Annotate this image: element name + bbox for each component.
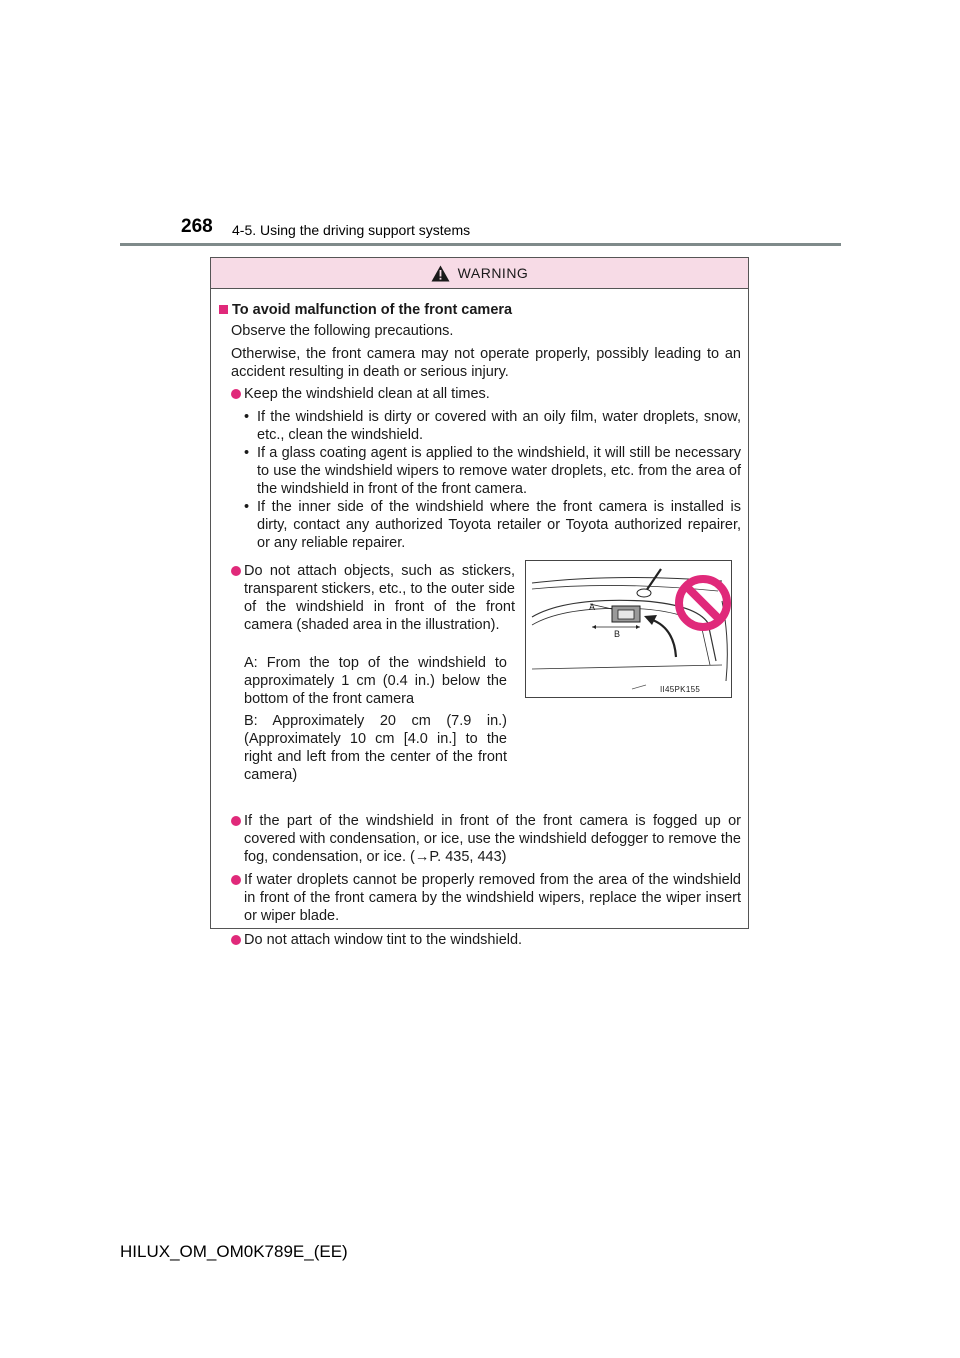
warning-heading: To avoid malfunction of the front camera xyxy=(232,302,513,318)
sub-dirty-windshield: If the windshield is dirty or covered with an oily film, water droplets, snow, etc., clean the windshield. xyxy=(257,409,741,443)
illustration-label-a: A xyxy=(589,602,596,612)
page-number: 268 xyxy=(181,216,213,237)
warning-header xyxy=(211,258,748,289)
square-bullet-icon xyxy=(219,305,228,314)
bullet-dot-icon xyxy=(231,875,241,885)
warning-triangle-icon xyxy=(431,265,450,282)
sub-bullet-marker: • xyxy=(244,499,250,515)
illustration-label-b: B xyxy=(614,629,621,639)
front-camera-illustration xyxy=(525,560,732,698)
intro-text: Observe the following precautions. xyxy=(231,323,454,339)
section-title: 4-5. Using the driving support systems xyxy=(232,222,471,238)
sub-inner-side-dirty: If the inner side of the windshield where the front camera is installed is dirty, contact any authorized Toyota retailer or Toyota authorized repairer, or any reliable repairer. xyxy=(257,499,741,551)
bullet-defogger: If the part of the windshield in front of the front camera is fogged up or covered with condensation, or ice, use the windshield defogger to remove the fog, condensation, or ice. (→P. 435, 443) xyxy=(244,813,741,865)
header-divider xyxy=(120,243,841,246)
bullet-keep-clean: Keep the windshield clean at all times. xyxy=(244,386,490,402)
bullet-replace-wiper: If water droplets cannot be properly removed from the area of the windshield in front of the front camera by the windshield wipers, replace the wiper insert or wiper blade. xyxy=(244,872,741,924)
sub-bullet-marker: • xyxy=(244,409,250,425)
document-code-footer: HILUX_OM_OM0K789E_(EE) xyxy=(120,1242,348,1261)
bullet-dot-icon xyxy=(231,935,241,945)
bullet-no-tint: Do not attach window tint to the windshield. xyxy=(244,932,523,948)
sub-glass-coating: If a glass coating agent is applied to the windshield, it will still be necessary to use the windshield wipers to remove water droplets, etc. from the area of the windshield in front of the front camera. xyxy=(257,445,741,497)
bullet-dot-icon xyxy=(231,816,241,826)
bullet-dot-icon xyxy=(231,566,241,576)
warning-content xyxy=(211,288,748,948)
warning-box xyxy=(210,257,749,948)
dimension-a-text: A: From the top of the windshield to approximately 1 cm (0.4 in.) below the bottom of the front camera xyxy=(244,655,507,707)
bullet-dot-icon xyxy=(231,389,241,399)
dimension-b-text: B: Approximately 20 cm (7.9 in.) (Approximately 10 cm [4.0 in.] to the right and left from the center of the front camera) xyxy=(244,713,507,783)
sub-bullet-marker: • xyxy=(244,445,250,461)
bullet-no-stickers: Do not attach objects, such as stickers, transparent stickers, etc., to the outer side of the windshield in front of the front camera (shaded area in the illustration). xyxy=(244,563,515,633)
intro-consequence-text: Otherwise, the front camera may not operate properly, possibly leading to an accident resulting in death or serious injury. xyxy=(231,346,741,380)
illustration-code: II45PK155 xyxy=(660,685,701,694)
windshield-sticker-prohibited-illustration xyxy=(526,561,731,697)
warning-label: WARNING xyxy=(457,265,529,281)
